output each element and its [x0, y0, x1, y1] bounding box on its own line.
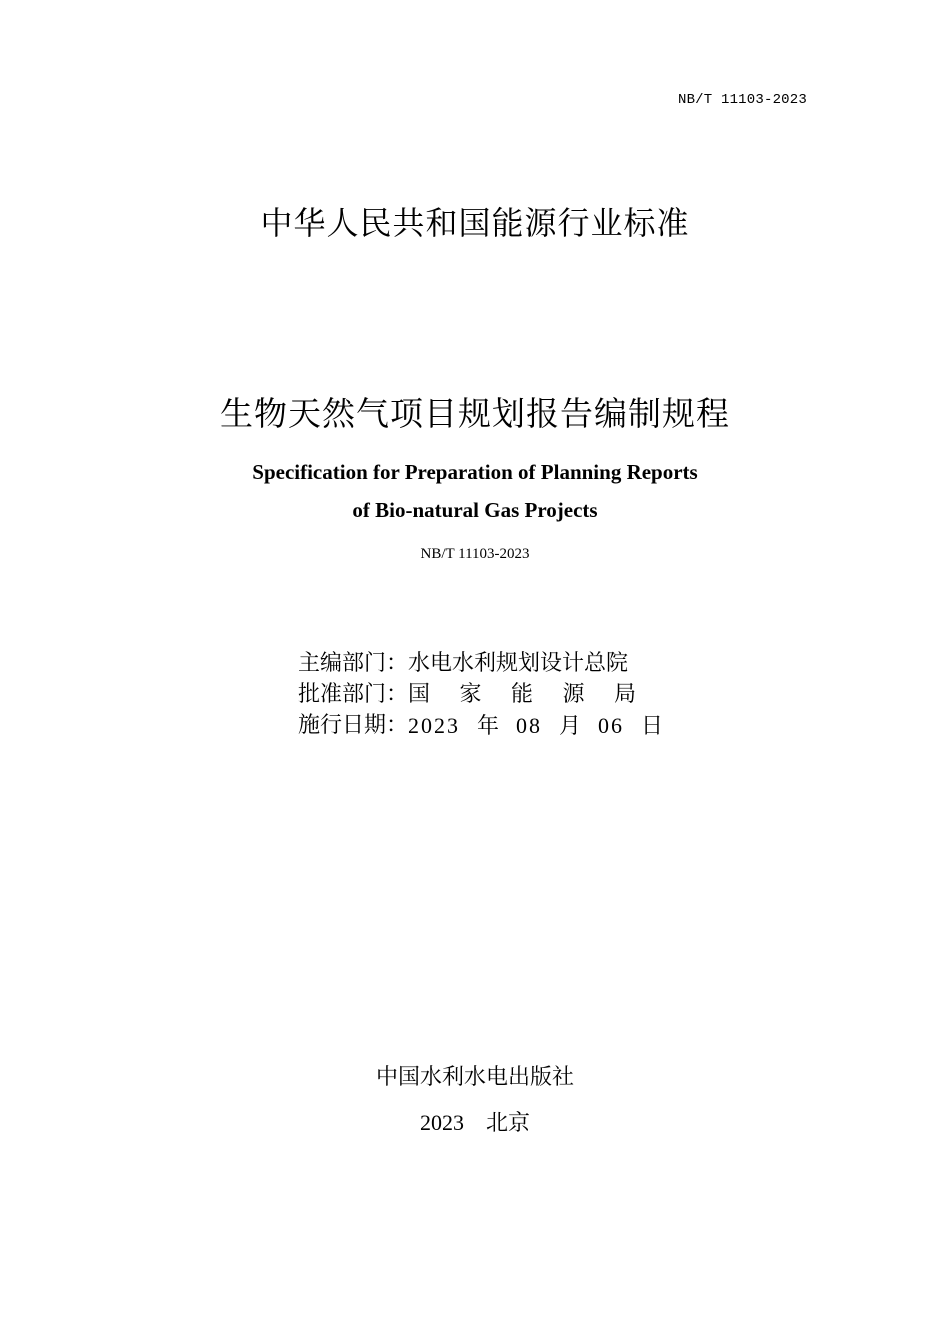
publication-city: 北京	[485, 1111, 530, 1136]
industry-standard-title: 中华人民共和国能源行业标准	[260, 204, 690, 242]
approver-char: 局	[613, 682, 636, 707]
date-month-unit: 月	[559, 714, 582, 739]
date-year-unit: 年	[477, 714, 500, 739]
date-day-unit: 日	[641, 714, 664, 739]
date-value	[408, 710, 673, 742]
date-label: 施行日期：	[298, 713, 409, 738]
publisher-name: 中国水利水电出版社	[375, 1065, 574, 1090]
approver-label: 批准部门：	[298, 682, 409, 707]
approver-value	[408, 679, 636, 710]
publication-year: 2023	[419, 1110, 464, 1135]
approver-char: 家	[459, 682, 482, 707]
header-standard-code: NB/T 11103-2023	[677, 92, 807, 108]
date-year: 2023	[408, 713, 461, 738]
issuance-info	[298, 648, 668, 742]
approver-char: 国	[408, 682, 431, 707]
date-day: 06	[598, 713, 625, 738]
approver-row	[298, 679, 668, 710]
document-title-en-line2: of Bio-natural Gas Projects	[352, 498, 598, 522]
cover-standard-code: NB/T 11103-2023	[420, 546, 530, 562]
publication-year-place	[0, 1106, 950, 1137]
document-title-cn: 生物天然气项目规划报告编制规程	[220, 394, 730, 433]
approver-char: 源	[562, 682, 585, 707]
date-month: 08	[516, 713, 543, 738]
editor-row	[298, 648, 668, 679]
editor-value: 水电水利规划设计总院	[408, 651, 629, 676]
date-row	[298, 710, 668, 742]
document-title-en-line1: Specification for Preparation of Planning Reports	[252, 460, 698, 484]
editor-label: 主编部门：	[298, 651, 409, 676]
approver-char: 能	[510, 682, 533, 707]
